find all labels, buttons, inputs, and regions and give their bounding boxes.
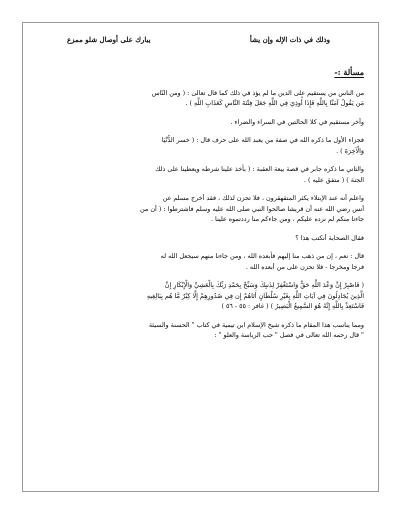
text-line: واعلم أنه عند الإبتلاء يكثر المتقهقرون ، فلا تحزن لذلك ، فقد أخرج مسلم عن — [162, 194, 364, 202]
paragraph — [37, 135, 364, 156]
text-line: ( فَاصْبِرْ إِنَّ وَعْدَ اللَّهِ حَقٌّ وَاسْتَغْفِرْ لِذَنبِكَ وَسَبِّحْ بِحَمْدِ رَبِّكَ بِالْعَشِيِّ وَالْإِبْكَارِ إِنَّ — [164, 281, 364, 289]
verse-header — [67, 35, 330, 45]
text-line: مَن يَقُولُ آمَنَّا بِاللَّهِ فَإِذَا أُوذِيَ فِي اللَّهِ جَعَلَ فِتْنَةَ النَّاسِ كَعَذَابِ اللَّهِ ) . — [185, 99, 364, 107]
paragraph — [37, 193, 364, 225]
paragraph — [37, 280, 364, 312]
paragraph — [37, 117, 364, 128]
text-line: وآخر مستقيم في كلا الحالتين في السراء والضراء . — [230, 117, 364, 126]
text-line: جاءنا منكم لم نرده عليكم ، ومن جاءكم منا رددتموه علينا . — [210, 215, 364, 223]
text-line: الجنة ) ( متفق عليه ) . — [303, 175, 364, 184]
section-title: مسألة :- — [334, 67, 364, 77]
text-line: فرجا ومخرجا - فلا تحزن على من أبعده الله . — [245, 262, 364, 271]
text-line: أنس رضي الله عنه أن قريشا صالحوا النبي صلى الله عليه وسلم فاشترطوا : ( أن من — [140, 204, 364, 213]
text-line: فَاسْتَعِذْ بِاللَّهِ إِنَّهُ هُوَ السَّمِيعُ الْبَصِيرُ ) ( غافر : ٥٥ - ٥٦ ) — [221, 302, 364, 310]
text-line: من الناس من يستقيم على الدين ما لم يؤذ في ذلك كما قال تعالى : ( ومن النّاس — [151, 88, 364, 97]
text-line: فقال الصحابة أنكتب هذا ؟ — [295, 233, 364, 242]
text-line: وَالْآخِرَةَ ) . — [336, 146, 364, 155]
document-body — [37, 33, 364, 349]
text-line: الَّذِينَ يُجَادِلُونَ فِي آيَاتِ اللَّهِ بِغَيْرِ سُلْطَانٍ أَتَاهُمْ إِن فِي صُدُورِهِمْ إِلَّا كِبْرٌ مَّا هُم بِبَالِغِيهِ — [146, 291, 364, 300]
text-line: قال : نعم ، إن من ذهب منا إليهم فأبعده الله ، ومن جاءنا منهم سيجعل الله له — [160, 252, 364, 260]
paragraph — [37, 88, 364, 109]
text-line: والثاني ما ذكره جابر في قصة بيعة العقبة : ( بأخذ علينا شرطه ويعطينا على ذلك — [155, 165, 364, 173]
verse-right-hemistich: وذلك في ذات الإله وإن يشأ — [249, 35, 330, 44]
text-line: " قال رحمه الله تعالى في فصل " حب الرياسة والعلو " : — [214, 331, 364, 339]
page-frame — [22, 22, 379, 492]
verse-left-hemistich: يبارك على أوصال شلو ممزع — [67, 35, 151, 44]
paragraph — [37, 233, 364, 244]
paragraph — [37, 164, 364, 185]
paragraph — [37, 320, 364, 341]
text-line: ومما يناسب هذا المقام ما ذكره شيخ الإسلام ابن تيمية في كتاب " الحسنة والسيئة — [148, 320, 364, 329]
paragraph — [37, 251, 364, 272]
text-line: فجزاء الأول ما ذكره الله في صفة من يعبد الله على حرف قال : ( خسر الدُّنْيَا — [161, 136, 364, 144]
